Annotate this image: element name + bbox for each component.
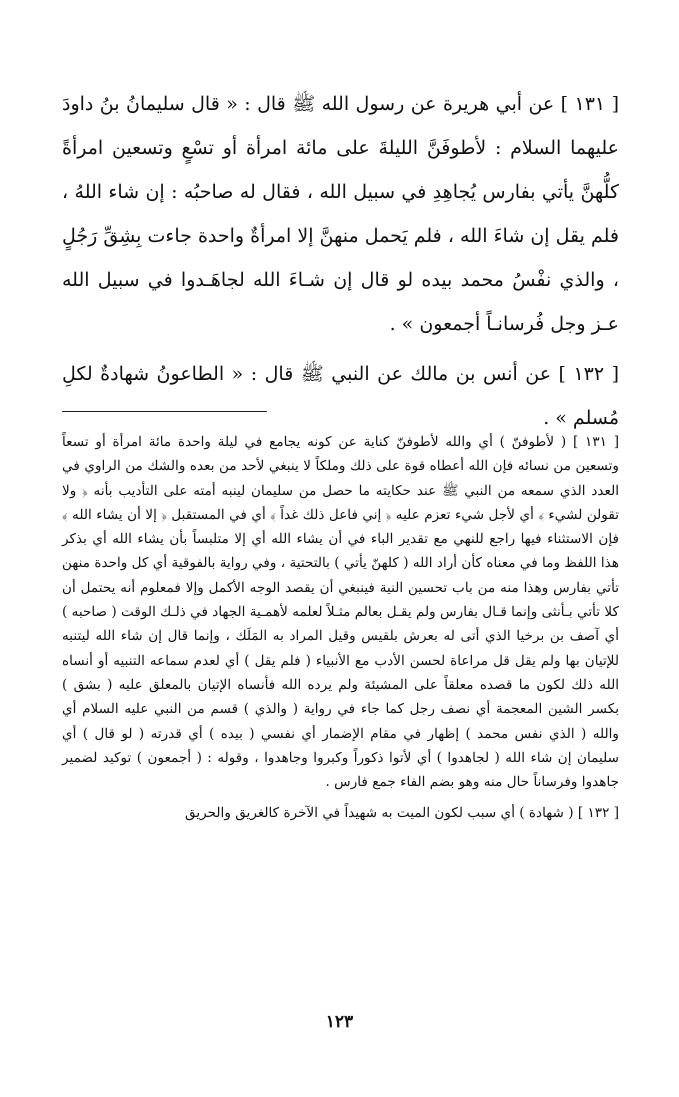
footnote-separator-line bbox=[62, 411, 267, 412]
hadith-132: [ ١٣٢ ] عن أنس بن مالك عن النبي ﷺ قال : « الطاعونُ شهادةٌ لكلِ مُسلم » . bbox=[62, 363, 619, 429]
hadith-text-block bbox=[62, 82, 619, 440]
commentary-132: [ ١٣٢ ] ( شهادة ) أي سبب لكون الميت به شهيداً في الآخرة كالغريق والحريق bbox=[185, 805, 619, 822]
hadith-131: [ ١٣١ ] عن أبي هريرة عن رسول الله ﷺ قال : « قال سليمانُ بنُ داودَ عليهما السلام : لأطوفَنَّ الليلةَ على مائة امرأة أو تسْعٍ وتسعين امرأةً كلُّهنَّ يأتي بفارس يُجاهِدِ في سبيل الله ، فقال له صاحبُه : إن شاء اللهُ ، فلم يقل إن شاءَ الله ، فلم يَحمل منهنَّ إلا امرأةٌ واحدة جاءت بِشِقِّ رَجُلٍ ، والذي نفْسُ محمد بيده لو قال إن شـاءَ الله لجاهَـدوا في سبيل الله عـز وجل فُرسانـاً أجمعون » . bbox=[62, 93, 619, 335]
page-number: ١٢٣ bbox=[325, 1012, 354, 1032]
commentary-block bbox=[62, 430, 619, 826]
commentary-131: [ ١٣١ ] ( لأطوفنّ ) أي والله لأطوفنّ كناية عن كونه يجامع في ليلة واحدة مائة امرأة أو تسعاً وتسعين من نسائه فإن الله أعطاه قوة على ذلك وملكاً لا ينبغي لأحد من بعده والشك من الراوي في العدد الذي سمعه من النبي ﷺ عند حكايته ما حصل من سليمان لينبه أمته على التأديب بأنه ﴿ ولا تقولن لشيء ﴾ أي لأجل شيء تعزم عليه ﴿ إني فاعل ذلك غداً ﴾ أي في المستقبل ﴿ إلا أن يشاء الله ﴾ فإن الاستثناء فيها راجع للنهي مع تقدير الباء في أن يشاء الله أي إلا متلبساً بأن يشاء الله أي بذكر هذا اللفظ وما في معناه كأن أراد الله ( كلهنّ يأتي ) بالتحتية ، وفي رواية بالفوقية أي كل واحدة منهن تأتي بفارس وهذا منه من باب تحسين النية فينبغي أن يقصد الوجه الأكمل وإلا فمعلوم أنه يحتمل أن كلا تأتي بـأنثى وإنما قـال بفارس ولم يقـل بعالم مثـلاً لعلمه لأهمـية الجهاد في ذلـك الوقت ( صاحبه ) أي آصف بن برخيا الذي أتى له بعرش بلقيس وقيل المراد به المَلَك ، وإنما قال إن شاء الله ليتنبه للإتيان بها ولم يقل قل مراعاة لحسن الأدب مع الأنبياء ( فلم يقل ) أي لعدم سماعه التنبيه أو أنساه الله ذلك لكون ما قصده معلقاً على المشيئة ولم يرده الله فأنساه الإتيان بالمعلق عليه ( بشق ) بكسر الشين المعجمة أي نصف رجل كما جاء في رواية ( والذي ) قسم من النبي عليه السلام أي والله ( الذي نفس محمد ) إظهار في مقام الإضمار أي نفسي ( بيده ) أي قدرته ( لو قال ) أي سليمان إن شاء الله ( لجاهدوا ) أي لأتوا ذكوراً وكبروا وجاهدوا ، وقوله : ( أجمعون ) توكيد لضمير جاهدوا وفرساناً حال منه وهو بضم الفاء جمع فارس . bbox=[62, 434, 620, 791]
